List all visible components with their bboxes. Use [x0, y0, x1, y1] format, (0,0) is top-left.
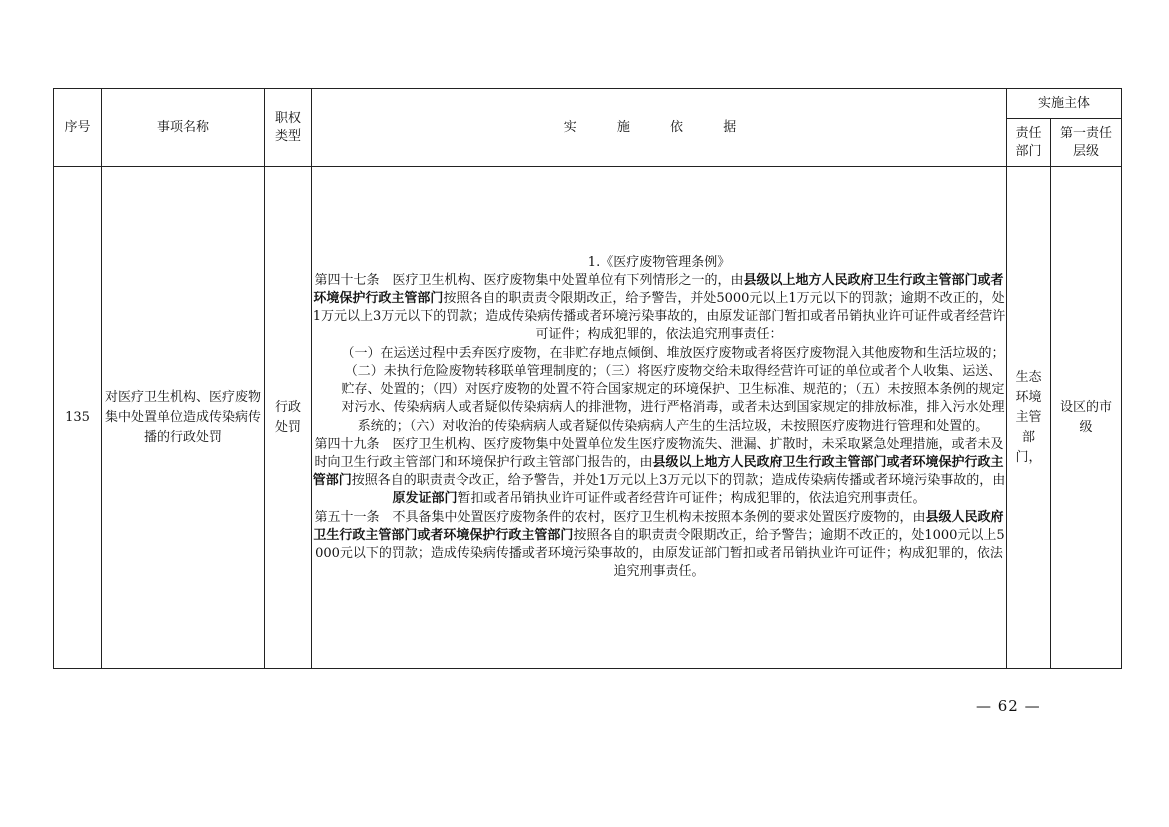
- article-47-items: （一）在运送过程中丢弃医疗废物，在非贮存地点倾倒、堆放医疗废物或者将医疗废物混入其他废物和生活垃圾的；（二）未执行危险废物转移联单管理制度的；（三）将医疗废物交给未取得经营许可证的单位或者个人收集、运送、贮存、处置的；（四）对医疗废物的处置不符合国家规定的环境保护、卫生标准、规范的；（五）未按照本条例的规定对污水、传染病病人或者疑似传染病病人的排泄物，进行严格消毒，或者未达到国家规定的排放标准，排入污水处理系统的；（六）对收治的传染病病人或者疑似传染病病人产生的生活垃圾，未按照医疗废物进行管理和处置的。: [341, 345, 1005, 434]
- header-seq: 序号: [54, 89, 102, 167]
- law-title: 1.《医疗废物管理条例》: [587, 254, 731, 270]
- row-power-type: 行政处罚: [265, 167, 312, 669]
- header-resp-dept: 责任部门: [1007, 119, 1051, 167]
- header-item-name: 事项名称: [102, 89, 265, 167]
- header-impl-subject: 实施主体: [1007, 89, 1122, 119]
- article-47: 第四十七条 医疗卫生机构、医疗废物集中处置单位有下列情形之一的，由县级以上地方人民政府卫生行政主管部门或者环境保护行政主管部门按照各自的职责责令限期改正，给予警告，并处5000元以上1万元以下的罚款；逾期不改正的，处1万元以上3万元以下的罚款；造成传染病传播或者环境污染事故的，由原发证部门暂扣或者吊销执业许可证件或者经营许可证件；构成犯罪的，依法追究刑事责任：: [312, 272, 1006, 343]
- header-first-resp: 第一责任层级: [1051, 119, 1122, 167]
- row-item-name: 对医疗卫生机构、医疗废物集中处置单位造成传染病传播的行政处罚: [102, 167, 265, 669]
- row-first-resp: 设区的市级: [1051, 167, 1122, 669]
- authority-table: [53, 88, 1122, 669]
- row-basis: [312, 167, 1007, 669]
- header-power-type: 职权类型: [265, 89, 312, 167]
- row-resp-dept: 生态环境主管部门，: [1007, 167, 1051, 669]
- article-49: 第四十九条 医疗卫生机构、医疗废物集中处置单位发生医疗废物流失、泄漏、扩散时，未采取紧急处理措施，或者未及时向卫生行政主管部门和环境保护行政主管部门报告的，由县级以上地方人民政府卫生行政主管部门或者环境保护行政主管部门按照各自的职责责令改正，给予警告，并处1万元以上3万元以下的罚款；造成传染病传播或者环境污染事故的，由原发证部门暂扣或者吊销执业许可证件或者经营许可证件；构成犯罪的，依法追究刑事责任。: [312, 436, 1006, 507]
- table-row: [54, 167, 1122, 669]
- row-seq: 135: [54, 167, 102, 669]
- page-number: — 62 —: [976, 697, 1041, 715]
- header-basis: 实 施 依 据: [312, 89, 1007, 167]
- article-51: 第五十一条 不具备集中处置医疗废物条件的农村，医疗卫生机构未按照本条例的要求处置医疗废物的，由县级人民政府卫生行政主管部门或者环境保护行政主管部门按照各自的职责责令限期改正，给予警告；逾期不改正的，处1000元以上5000元以下的罚款；造成传染病传播或者环境污染事故的，由原发证部门暂扣或者吊销执业许可证件；构成犯罪的，依法追究刑事责任。: [313, 509, 1005, 580]
